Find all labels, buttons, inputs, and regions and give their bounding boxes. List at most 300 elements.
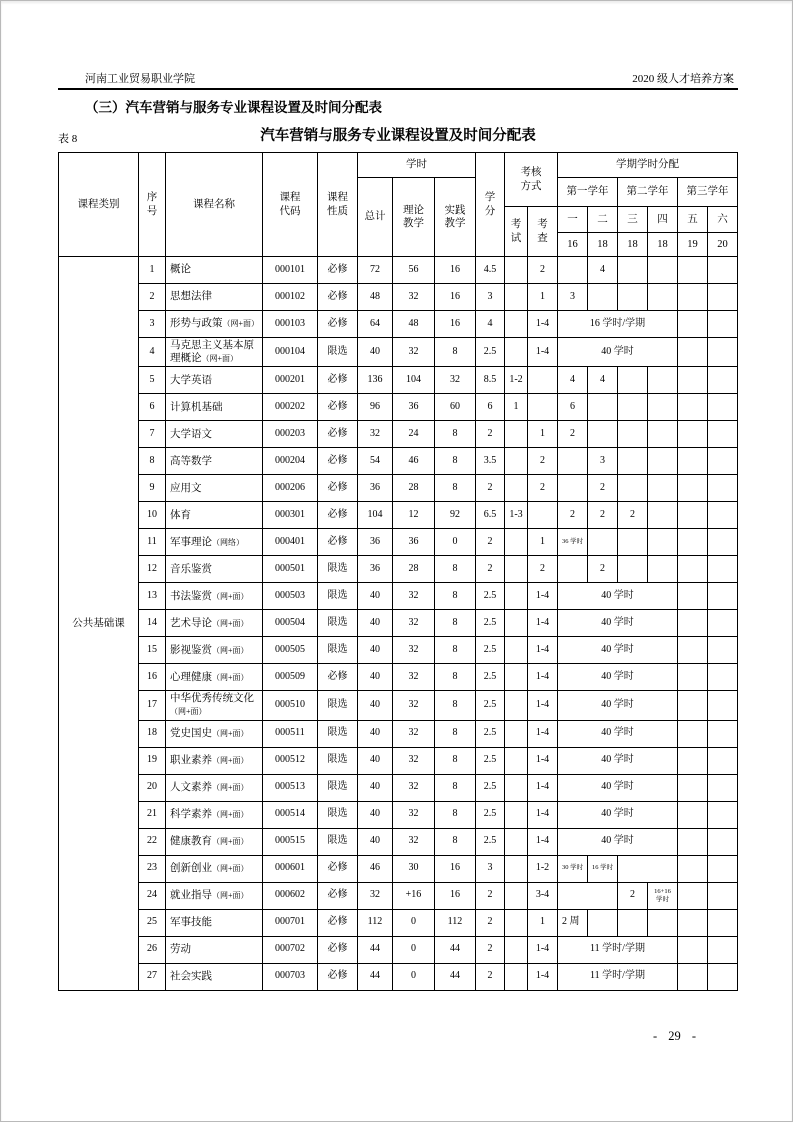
- cell-semester-hours: [678, 747, 708, 774]
- cell-semester-hours: [708, 801, 738, 828]
- cell-course-name: [166, 448, 263, 475]
- cell-practice-hours: 8: [435, 720, 476, 747]
- cell-no: 21: [139, 801, 166, 828]
- cell-code: 000201: [263, 367, 318, 394]
- course-delivery-note: （网+面）: [212, 890, 249, 900]
- cell-semester-hours: [678, 909, 708, 936]
- cell-total-hours: 104: [358, 502, 393, 529]
- cell-semester-hours: [618, 394, 648, 421]
- course-name-text: 影视鉴赏: [170, 644, 212, 656]
- cell-practice-hours: 8: [435, 583, 476, 610]
- cell-semester-hours: [648, 502, 678, 529]
- cell-nature: 必修: [318, 855, 358, 882]
- cell-total-hours: 72: [358, 257, 393, 284]
- course-delivery-note: （网络）: [212, 537, 244, 547]
- cell-code: 000204: [263, 448, 318, 475]
- cell-credits: 2.5: [476, 774, 505, 801]
- table-row: [59, 338, 738, 367]
- cell-semester-hours: 16 学时: [588, 855, 618, 882]
- cell-code: 000515: [263, 828, 318, 855]
- cell-semester-hours: [678, 338, 708, 367]
- course-name-text: 职业素养: [170, 754, 212, 766]
- cell-theory-hours: 32: [393, 610, 435, 637]
- cell-no: 1: [139, 257, 166, 284]
- cell-semester-hours: [708, 475, 738, 502]
- cell-semester-hours: 2: [618, 882, 648, 909]
- cell-total-hours: 40: [358, 720, 393, 747]
- cell-semester-hours: [648, 421, 678, 448]
- header-course-name: 课程名称: [166, 153, 263, 257]
- cell-nature: 限选: [318, 637, 358, 664]
- header-theory-hours: 理论教学: [393, 178, 435, 257]
- cell-nature: 限选: [318, 610, 358, 637]
- cell-semester-hours: 40 学时: [558, 828, 678, 855]
- cell-semester-hours: [708, 394, 738, 421]
- cell-theory-hours: 28: [393, 556, 435, 583]
- cell-code: 000103: [263, 311, 318, 338]
- course-name-text: 计算机基础: [170, 401, 223, 413]
- cell-semester-hours: [678, 394, 708, 421]
- cell-practice-hours: 44: [435, 963, 476, 990]
- cell-semester-hours: [708, 828, 738, 855]
- cell-semester-hours: 2: [618, 502, 648, 529]
- cell-theory-hours: 32: [393, 828, 435, 855]
- cell-semester-hours: [678, 882, 708, 909]
- cell-semester-hours: [678, 774, 708, 801]
- cell-total-hours: 40: [358, 610, 393, 637]
- section-title: （三）汽车营销与服务专业课程设置及时间分配表: [85, 100, 382, 115]
- cell-exam: [505, 882, 528, 909]
- cell-total-hours: 40: [358, 747, 393, 774]
- cell-theory-hours: 32: [393, 583, 435, 610]
- cell-theory-hours: 36: [393, 529, 435, 556]
- cell-semester-hours: 2: [558, 502, 588, 529]
- cell-code: 000104: [263, 338, 318, 367]
- table-row: [59, 367, 738, 394]
- cell-practice-hours: 44: [435, 936, 476, 963]
- cell-exam: [505, 284, 528, 311]
- cell-code: 000102: [263, 284, 318, 311]
- cell-semester-hours: 40 学时: [558, 774, 678, 801]
- table-label: 表 8: [58, 133, 78, 145]
- cell-course-name: [166, 583, 263, 610]
- cell-code: 000510: [263, 691, 318, 720]
- cell-semester-hours: [648, 529, 678, 556]
- cell-check: 3-4: [528, 882, 558, 909]
- course-delivery-note: （网+面）: [212, 728, 249, 738]
- cell-course-name: [166, 284, 263, 311]
- header-check: 考查: [528, 207, 558, 257]
- cell-exam: [505, 637, 528, 664]
- cell-check: 1-4: [528, 936, 558, 963]
- cell-course-name: [166, 610, 263, 637]
- cell-nature: 限选: [318, 747, 358, 774]
- cell-practice-hours: 0: [435, 529, 476, 556]
- cell-category: 公共基础课: [59, 257, 139, 991]
- header-weeks-2: 18: [588, 233, 618, 257]
- cell-nature: 必修: [318, 963, 358, 990]
- course-name-text: 创新创业: [170, 862, 212, 874]
- cell-semester-hours: [678, 502, 708, 529]
- cell-code: 000701: [263, 909, 318, 936]
- cell-credits: 2.5: [476, 338, 505, 367]
- cell-semester-hours: [678, 936, 708, 963]
- table-row: [59, 421, 738, 448]
- cell-semester-hours: [678, 691, 708, 720]
- cell-code: 000513: [263, 774, 318, 801]
- header-exam: 考试: [505, 207, 528, 257]
- course-name-text: 形势与政策: [170, 318, 223, 330]
- cell-theory-hours: 36: [393, 394, 435, 421]
- cell-check: 1: [528, 529, 558, 556]
- cell-semester-hours: [618, 257, 648, 284]
- cell-nature: 必修: [318, 502, 358, 529]
- cell-practice-hours: 92: [435, 502, 476, 529]
- cell-no: 6: [139, 394, 166, 421]
- table-row: [59, 448, 738, 475]
- cell-practice-hours: 8: [435, 664, 476, 691]
- cell-credits: 3: [476, 284, 505, 311]
- cell-check: 2: [528, 475, 558, 502]
- cell-total-hours: 36: [358, 529, 393, 556]
- cell-exam: [505, 855, 528, 882]
- course-name-text: 思想法律: [170, 291, 212, 303]
- cell-check: 1-4: [528, 828, 558, 855]
- cell-course-name: [166, 936, 263, 963]
- cell-theory-hours: 0: [393, 963, 435, 990]
- cell-practice-hours: 16: [435, 284, 476, 311]
- cell-semester-hours: 40 学时: [558, 338, 678, 367]
- cell-check: 1: [528, 284, 558, 311]
- cell-semester-hours: [558, 475, 588, 502]
- cell-exam: 1-3: [505, 502, 528, 529]
- cell-semester-hours: [558, 448, 588, 475]
- course-name-text: 大学英语: [170, 374, 212, 386]
- cell-nature: 必修: [318, 882, 358, 909]
- cell-course-name: [166, 394, 263, 421]
- cell-code: 000511: [263, 720, 318, 747]
- cell-nature: 限选: [318, 556, 358, 583]
- cell-semester-hours: [678, 529, 708, 556]
- table-row: [59, 828, 738, 855]
- cell-exam: [505, 664, 528, 691]
- cell-total-hours: 40: [358, 583, 393, 610]
- cell-no: 22: [139, 828, 166, 855]
- course-name-text: 科学素养: [170, 808, 212, 820]
- cell-credits: 4.5: [476, 257, 505, 284]
- cell-credits: 2: [476, 475, 505, 502]
- cell-course-name: [166, 338, 263, 367]
- cell-semester-hours: [648, 257, 678, 284]
- table-row: [59, 747, 738, 774]
- header-weeks-4: 18: [648, 233, 678, 257]
- cell-semester-hours: 2: [588, 475, 618, 502]
- cell-semester-hours: [678, 664, 708, 691]
- cell-semester-hours: [618, 909, 648, 936]
- cell-semester-hours: 3: [588, 448, 618, 475]
- cell-semester-hours: [678, 421, 708, 448]
- cell-course-name: [166, 475, 263, 502]
- cell-semester-hours: [708, 637, 738, 664]
- cell-check: 1-4: [528, 637, 558, 664]
- cell-semester-hours: 40 学时: [558, 691, 678, 720]
- cell-theory-hours: 32: [393, 691, 435, 720]
- cell-code: 000703: [263, 963, 318, 990]
- cell-total-hours: 40: [358, 774, 393, 801]
- cell-exam: 1-2: [505, 367, 528, 394]
- cell-practice-hours: 8: [435, 556, 476, 583]
- cell-semester-hours: 40 学时: [558, 583, 678, 610]
- cell-course-name: [166, 421, 263, 448]
- cell-semester-hours: [678, 828, 708, 855]
- cell-semester-hours: [618, 284, 648, 311]
- cell-semester-hours: [708, 529, 738, 556]
- course-delivery-note: （网+面）: [212, 755, 249, 765]
- cell-semester-hours: 40 学时: [558, 610, 678, 637]
- cell-credits: 2: [476, 882, 505, 909]
- cell-semester-hours: [708, 421, 738, 448]
- cell-no: 18: [139, 720, 166, 747]
- cell-credits: 2: [476, 556, 505, 583]
- cell-exam: [505, 963, 528, 990]
- cell-exam: [505, 257, 528, 284]
- cell-code: 000202: [263, 394, 318, 421]
- cell-course-name: [166, 556, 263, 583]
- cell-semester-hours: [708, 502, 738, 529]
- cell-theory-hours: 32: [393, 720, 435, 747]
- course-delivery-note: （网+面）: [170, 707, 207, 717]
- cell-semester-hours: [678, 284, 708, 311]
- cell-semester-hours: [678, 367, 708, 394]
- cell-semester-hours: [618, 855, 678, 882]
- cell-code: 000401: [263, 529, 318, 556]
- course-name-text: 中华优秀传统文化: [170, 693, 254, 705]
- header-practice-hours: 实践教学: [435, 178, 476, 257]
- cell-check: 1-4: [528, 610, 558, 637]
- cell-semester-hours: 4: [558, 367, 588, 394]
- cell-nature: 必修: [318, 448, 358, 475]
- table-row: [59, 691, 738, 720]
- cell-semester-hours: [678, 610, 708, 637]
- cell-code: 000602: [263, 882, 318, 909]
- cell-total-hours: 40: [358, 801, 393, 828]
- cell-semester-hours: [708, 664, 738, 691]
- cell-semester-hours: 2 周: [558, 909, 588, 936]
- course-name-text: 社会实践: [170, 970, 212, 982]
- table-row: [59, 394, 738, 421]
- cell-exam: [505, 529, 528, 556]
- cell-exam: [505, 801, 528, 828]
- cell-semester-hours: [708, 338, 738, 367]
- cell-exam: 1: [505, 394, 528, 421]
- header-assess-method: 考核方式: [505, 153, 558, 207]
- header-credits: 学分: [476, 153, 505, 257]
- cell-semester-hours: [708, 909, 738, 936]
- cell-course-name: [166, 311, 263, 338]
- cell-semester-hours: [618, 475, 648, 502]
- cell-semester-hours: [708, 448, 738, 475]
- table-row: [59, 637, 738, 664]
- cell-nature: 必修: [318, 421, 358, 448]
- cell-semester-hours: [618, 556, 648, 583]
- cell-credits: 2.5: [476, 691, 505, 720]
- cell-semester-hours: [678, 720, 708, 747]
- cell-nature: 限选: [318, 801, 358, 828]
- cell-semester-hours: [588, 394, 618, 421]
- cell-check: 1-4: [528, 801, 558, 828]
- cell-semester-hours: 2: [588, 556, 618, 583]
- cell-semester-hours: [678, 448, 708, 475]
- cell-total-hours: 40: [358, 664, 393, 691]
- cell-check: 1-4: [528, 583, 558, 610]
- cell-exam: [505, 311, 528, 338]
- course-name-text: 军事技能: [170, 916, 212, 928]
- table-row: [59, 475, 738, 502]
- cell-nature: 必修: [318, 529, 358, 556]
- cell-credits: 2: [476, 963, 505, 990]
- cell-course-name: [166, 963, 263, 990]
- cell-credits: 2.5: [476, 610, 505, 637]
- cell-semester-hours: 40 学时: [558, 747, 678, 774]
- cell-check: 2: [528, 257, 558, 284]
- cell-semester-hours: 4: [588, 257, 618, 284]
- cell-practice-hours: 8: [435, 801, 476, 828]
- cell-semester-hours: 40 学时: [558, 664, 678, 691]
- cell-course-name: [166, 855, 263, 882]
- table-row: [59, 909, 738, 936]
- course-delivery-note: （网+面）: [212, 863, 249, 873]
- cell-check: 1: [528, 909, 558, 936]
- header-weeks-6: 20: [708, 233, 738, 257]
- cell-semester-hours: [708, 610, 738, 637]
- cell-exam: [505, 747, 528, 774]
- cell-nature: 必修: [318, 936, 358, 963]
- cell-semester-hours: [588, 529, 618, 556]
- cell-practice-hours: 8: [435, 610, 476, 637]
- cell-theory-hours: +16: [393, 882, 435, 909]
- page-number: - 29 -: [653, 1029, 697, 1043]
- cell-credits: 6.5: [476, 502, 505, 529]
- cell-check: 1-4: [528, 691, 558, 720]
- cell-check: 2: [528, 448, 558, 475]
- cell-exam: [505, 583, 528, 610]
- header-year1: 第一学年: [558, 178, 618, 207]
- table-row: [59, 257, 738, 284]
- cell-course-name: [166, 502, 263, 529]
- cell-semester-hours: 16+16 学时: [648, 882, 678, 909]
- course-name-text: 书法鉴赏: [170, 590, 212, 602]
- cell-exam: [505, 421, 528, 448]
- header-hours: 学时: [358, 153, 476, 178]
- cell-course-name: [166, 774, 263, 801]
- cell-exam: [505, 936, 528, 963]
- header-sem-5: 五: [678, 207, 708, 233]
- cell-no: 12: [139, 556, 166, 583]
- course-delivery-note: （网+面）: [212, 618, 249, 628]
- cell-theory-hours: 24: [393, 421, 435, 448]
- course-delivery-note: （网+面）: [212, 809, 249, 819]
- cell-practice-hours: 8: [435, 637, 476, 664]
- course-name-text: 人文素养: [170, 781, 212, 793]
- cell-credits: 3: [476, 855, 505, 882]
- cell-semester-hours: [588, 421, 618, 448]
- course-name-text: 马克思主义基本原理概论: [170, 340, 254, 365]
- cell-check: 1: [528, 421, 558, 448]
- cell-theory-hours: 12: [393, 502, 435, 529]
- cell-semester-hours: 3: [558, 284, 588, 311]
- cell-theory-hours: 32: [393, 664, 435, 691]
- cell-credits: 2.5: [476, 583, 505, 610]
- cell-code: 000601: [263, 855, 318, 882]
- cell-semester-hours: [678, 963, 708, 990]
- course-name-text: 艺术导论: [170, 617, 212, 629]
- cell-no: 7: [139, 421, 166, 448]
- cell-course-name: [166, 367, 263, 394]
- cell-theory-hours: 32: [393, 284, 435, 311]
- cell-practice-hours: 8: [435, 747, 476, 774]
- header-sem-2: 二: [588, 207, 618, 233]
- cell-semester-hours: 2: [558, 421, 588, 448]
- cell-check: [528, 502, 558, 529]
- cell-total-hours: 48: [358, 284, 393, 311]
- course-name-text: 党史国史: [170, 727, 212, 739]
- cell-exam: [505, 720, 528, 747]
- cell-no: 24: [139, 882, 166, 909]
- cell-semester-hours: [648, 394, 678, 421]
- course-name-text: 体育: [170, 509, 191, 521]
- cell-no: 16: [139, 664, 166, 691]
- cell-course-name: [166, 720, 263, 747]
- cell-no: 20: [139, 774, 166, 801]
- course-delivery-note: （网+面）: [212, 836, 249, 846]
- cell-no: 2: [139, 284, 166, 311]
- cell-semester-hours: 36 学时: [558, 529, 588, 556]
- cell-check: 1-4: [528, 664, 558, 691]
- header-weeks-3: 18: [618, 233, 648, 257]
- cell-semester-hours: [648, 448, 678, 475]
- cell-semester-hours: [708, 720, 738, 747]
- cell-semester-hours: [708, 936, 738, 963]
- cell-exam: [505, 828, 528, 855]
- cell-practice-hours: 8: [435, 448, 476, 475]
- cell-code: 000514: [263, 801, 318, 828]
- cell-check: 1-4: [528, 774, 558, 801]
- cell-total-hours: 40: [358, 828, 393, 855]
- cell-exam: [505, 338, 528, 367]
- table-row: [59, 936, 738, 963]
- cell-credits: 2: [476, 936, 505, 963]
- cell-semester-hours: [708, 257, 738, 284]
- cell-practice-hours: 16: [435, 855, 476, 882]
- cell-total-hours: 54: [358, 448, 393, 475]
- table-row: [59, 720, 738, 747]
- course-name-text: 军事理论: [170, 536, 212, 548]
- course-name-text: 大学语文: [170, 428, 212, 440]
- cell-semester-hours: [588, 284, 618, 311]
- cell-check: 1-4: [528, 747, 558, 774]
- cell-total-hours: 64: [358, 311, 393, 338]
- cell-no: 4: [139, 338, 166, 367]
- cell-semester-hours: [708, 556, 738, 583]
- cell-nature: 必修: [318, 311, 358, 338]
- cell-practice-hours: 60: [435, 394, 476, 421]
- cell-semester-hours: [708, 691, 738, 720]
- header-semester-allocation: 学期学时分配: [558, 153, 738, 178]
- cell-total-hours: 136: [358, 367, 393, 394]
- cell-semester-hours: 4: [588, 367, 618, 394]
- cell-credits: 6: [476, 394, 505, 421]
- cell-no: 17: [139, 691, 166, 720]
